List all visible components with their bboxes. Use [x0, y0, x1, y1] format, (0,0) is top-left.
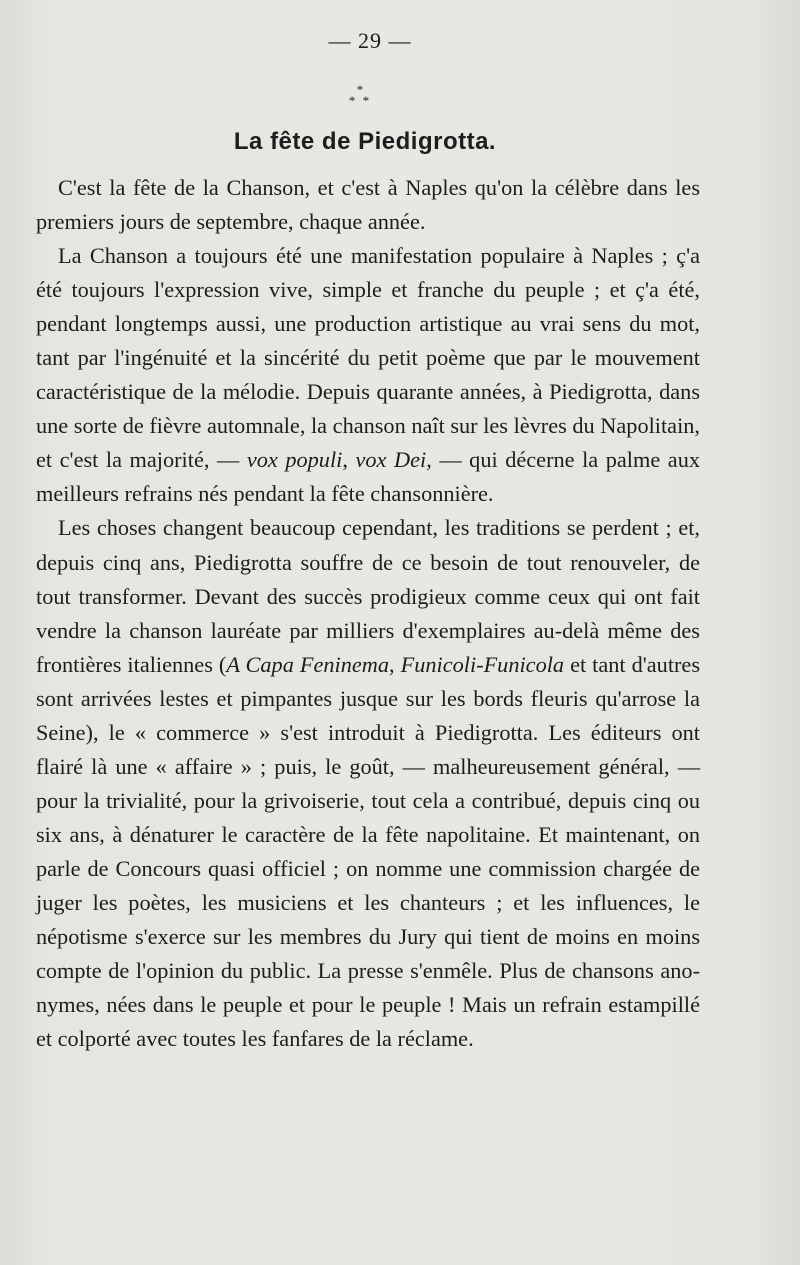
- text-segment: ,: [342, 447, 356, 473]
- text-segment: Les choses changent beaucoup cependant, les traditions se perdent ; et, depuis cinq ans, Piedigrotta souffre de ce besoin de tout renouveler, de tout transformer. Devant des succès prodigieux comme ceux qui ont fait vendre la chanson lauréate par milliers d'exemplaires au-delà même des frontières italiennes (: [36, 515, 700, 677]
- text-segment: C'est la fête de la Chanson, et c'est à Naples qu'on la célèbre dans les premiers jours de septembre, chaque année.: [36, 175, 700, 235]
- italic-text-segment: vox Dei: [355, 447, 427, 473]
- italic-text-segment: Funicoli-Funicola: [400, 651, 565, 677]
- ornament-stars-bottom: * *: [348, 93, 372, 108]
- paragraph-3: [36, 511, 700, 1056]
- ornament-star-top: *: [356, 82, 364, 97]
- page-number: — 29 —: [328, 28, 412, 53]
- section-ornament: [330, 84, 390, 114]
- text-segment: et tant d'autres sont arrivées lestes et pimpantes jusque sur les bords fleuris qu'arrose la Seine), le « commerce » s'est introduit à Piedigrotta. Les éditeurs ont flairé là une « affaire » ; puis, le goût, — malheureusement général, — pour la trivialité, pour la grivoiserie, tout cela a contribué, depuis cinq ou six ans, à dénaturer le caractère de la fête napolitaine. Et maintenant, on parle de Concours quasi officiel ; on nomme une commission chargée de juger les poètes, les musiciens et les chanteurs ; et les influences, le népotisme s'exerce sur les membres du Jury qui tient de moins en moins compte de l'opinion du public. La presse s'enmêle. Plus de chansons anonymes, nées dans le peuple et pour le peuple ! Mais un refrain estampillé et colporté avec toutes les fanfares de la réclame.: [36, 651, 701, 1052]
- section-title: La fête de Piedigrotta.: [233, 128, 497, 155]
- paragraph-1: [36, 171, 700, 239]
- paragraph-2: [36, 239, 700, 511]
- text-segment: La Chanson a toujours été une manifestation populaire à Naples ; ç'a été toujours l'expression vive, simple et franche du peuple ; et ç'a été, pendant longtemps aussi, une production artistique au vrai sens du mot, tant par l'ingénuité et la sincérité du petit poème que par le mouvement caractéristique de la mélodie. Depuis quarante années, à Piedigrotta, dans une sorte de fièvre automnale, la chanson naît sur les lèvres du Napolitain, et c'est la majorité, —: [36, 243, 700, 473]
- body-text: [36, 171, 700, 1056]
- text-segment: ,: [389, 651, 401, 677]
- italic-text-segment: A Capa Feninema: [226, 651, 390, 677]
- text-segment: , — qui décerne la palme aux meilleurs refrains nés pendant la fête chansonnière.: [36, 447, 700, 507]
- italic-text-segment: vox populi: [246, 447, 343, 473]
